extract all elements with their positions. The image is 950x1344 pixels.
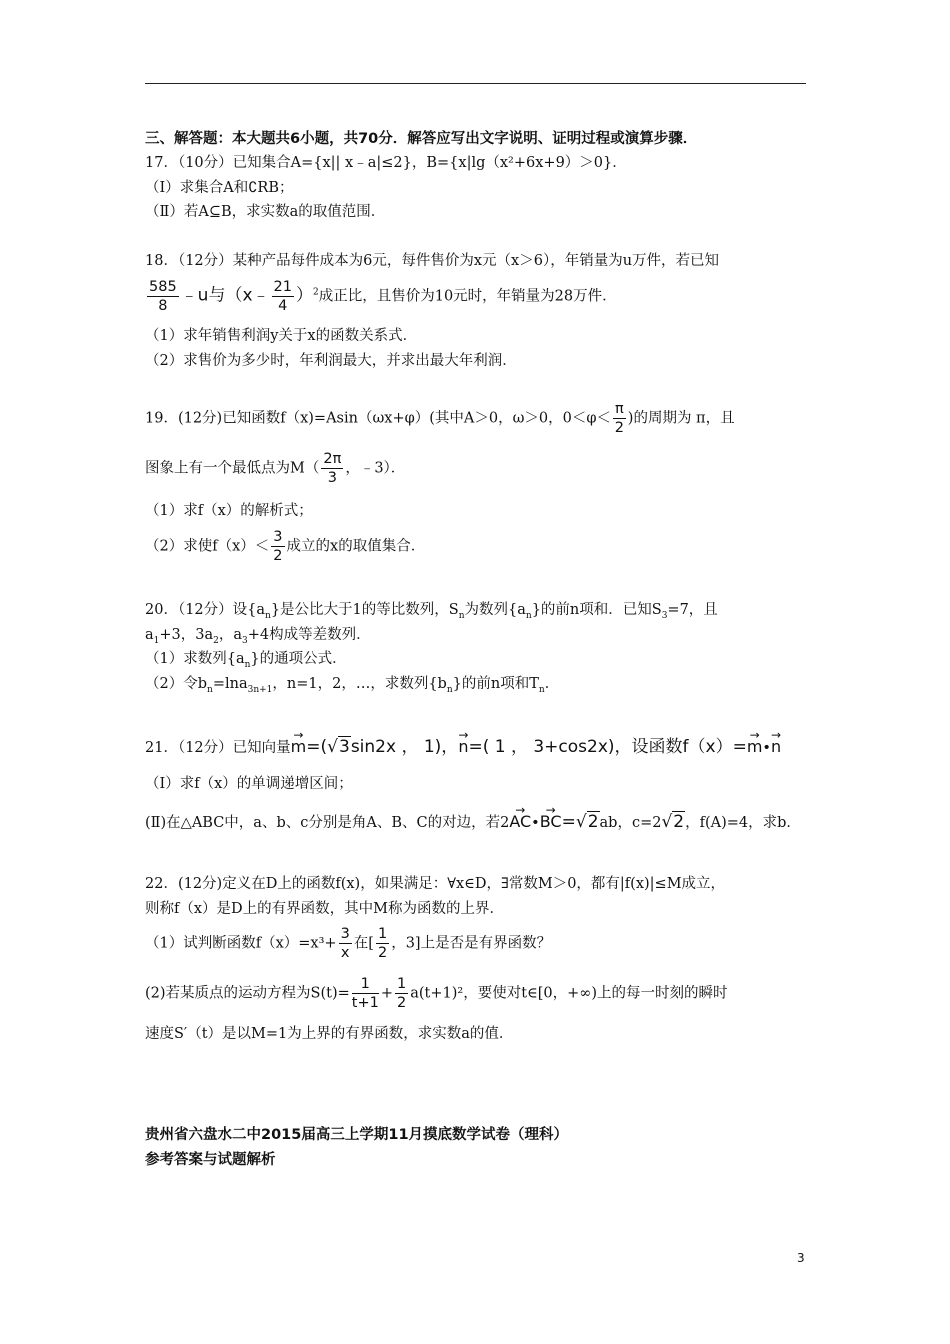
q17-stem: 17．（10分）已知集合A={x|| x﹣a|≤2}，B={x|lg（x²+6x+9）＞0}． xyxy=(145,155,627,171)
top-rule xyxy=(145,83,806,84)
q19-frac-3-2: $\frac{3}{2}$ xyxy=(273,529,283,564)
q20-line2: $a_1+3$，$3a_2$，$a_3+4$构成等差数列． xyxy=(145,627,371,646)
footer-subtitle: 参考答案与试题解析 xyxy=(145,1152,276,1168)
sqrt-2-b: √2 xyxy=(661,812,685,832)
q18-part1: （1）求年销售利润y关于x的函数关系式． xyxy=(145,328,418,344)
q19-frac-2pi-3: $\frac{2\pi}{3}$ xyxy=(323,451,342,486)
q22-part1: （1）试判断函数f（x）=x³+ $\frac{3}{x}$ 在[ $\frac{1}{2}$ ，3]上是否是有界函数？ xyxy=(145,926,552,961)
q19-stem: 19．(12分)已知函数f（x)=Asin（ωx+φ）(其中A＞0，ω＞0，0＜φ＜ $\frac{\pi}{2}$ )的周期为 π，且 xyxy=(145,401,735,436)
q19-part2: （2）求使f（x）＜ $\frac{3}{2}$ 成立的x的取值集合． xyxy=(145,529,426,564)
vector-m: → m xyxy=(291,738,307,756)
q21-part1: （Ⅰ）求f（x）的单调递增区间； xyxy=(145,776,353,792)
q17-part2: （Ⅱ）若A⊆B，求实数a的取值范围． xyxy=(145,204,386,220)
section-heading: 三、解答题：本大题共6小题，共70分．解答应写出文字说明、证明过程或演算步骤． xyxy=(145,131,698,147)
q22-frac-1-t1: $\frac{1}{t+1}$ xyxy=(351,976,379,1011)
vector-n-dot: → n xyxy=(771,738,781,756)
q22-frac-3-x: $\frac{3}{x}$ xyxy=(340,926,350,961)
vector-bc: → BC xyxy=(540,813,562,831)
q22-part3: 速度S′（t）是以M=1为上界的有界函数，求实数a的值． xyxy=(145,1026,514,1042)
vector-n: → n xyxy=(458,738,468,756)
q18-frac-21-4: $\frac{21}{4}$ xyxy=(273,279,292,314)
q19-frac-pi-2: $\frac{\pi}{2}$ xyxy=(614,401,625,436)
q22-frac-1-2: $\frac{1}{2}$ xyxy=(377,926,388,961)
q20-part1: （1）求数列$\{a_n\}$的通项公式． xyxy=(145,651,347,670)
page-number: 3 xyxy=(797,1251,805,1265)
q18-line2: $\frac{585}{8}$ ﹣u与（x﹣ $\frac{21}{4}$ ）$^2$成正比，且售价为10元时，年销量为28万件． xyxy=(149,279,617,314)
vector-m-dot: → m xyxy=(747,738,763,756)
q19-part1: （1）求f（x）的解析式； xyxy=(145,503,313,519)
q18-frac-585-8: $\frac{585}{8}$ xyxy=(149,279,177,314)
q17-part1: （Ⅰ）求集合A和∁RB； xyxy=(145,180,294,196)
sqrt-3: √3 xyxy=(327,737,350,757)
q22-frac-1-2b: $\frac{1}{2}$ xyxy=(396,976,407,1011)
q22-stem: 22．(12分)定义在D上的函数f(x)，如果满足：∀x∈D，∃常数M＞0，都有|f(x)|≤M成立， xyxy=(145,876,726,892)
q22-part2: (2)若某质点的运动方程为S(t)= $\frac{1}{t+1}$ + $\frac{1}{2}$ a(t+1)²，要使对t∈[0，+∞)上的每一时刻的瞬时 xyxy=(145,976,728,1011)
q21-stem: 21．（12分）已知向量→ m=(√3sin2x ， 1)，→ n=( 1 ， 3+cos2x)，设函数f（x）=→ m•→ n xyxy=(145,738,781,757)
sqrt-2-a: √2 xyxy=(575,812,599,832)
q18-stem: 18．（12分）某种产品每件成本为6元，每件售价为x元（x＞6），年销量为u万件，若已知 xyxy=(145,253,720,269)
q18-part2: （2）求售价为多少时，年利润最大，并求出最大年利润． xyxy=(145,353,517,369)
q22-line2: 则称f（x）是D上的有界函数，其中M称为函数的上界． xyxy=(145,901,505,917)
footer-title: 贵州省六盘水二中2015届高三上学期11月摸底数学试卷（理科） xyxy=(145,1127,569,1143)
q19-line2: 图象上有一个最低点为M（ $\frac{2\pi}{3}$ ，﹣3）． xyxy=(145,451,406,486)
q21-part2: (Ⅱ)在△ABC中，a、b、c分别是角A、B、C的对边，若2→ AC•→ BC=√2ab，c=2√2，f(A)=4，求b． xyxy=(145,813,801,832)
q20-stem: 20．（12分）设$\{a_n\}$是公比大于1的等比数列，$S_n$为数列$\{a_n\}$的前n项和．已知$S_3=7$，且 xyxy=(145,602,718,621)
vector-ac: → AC xyxy=(509,813,531,831)
q20-part2: （2）令$b_n=\ln a_{3n+1}$，n=1，2，…，求数列$\{b_n\}$的前n项和$T_n$． xyxy=(145,676,560,695)
